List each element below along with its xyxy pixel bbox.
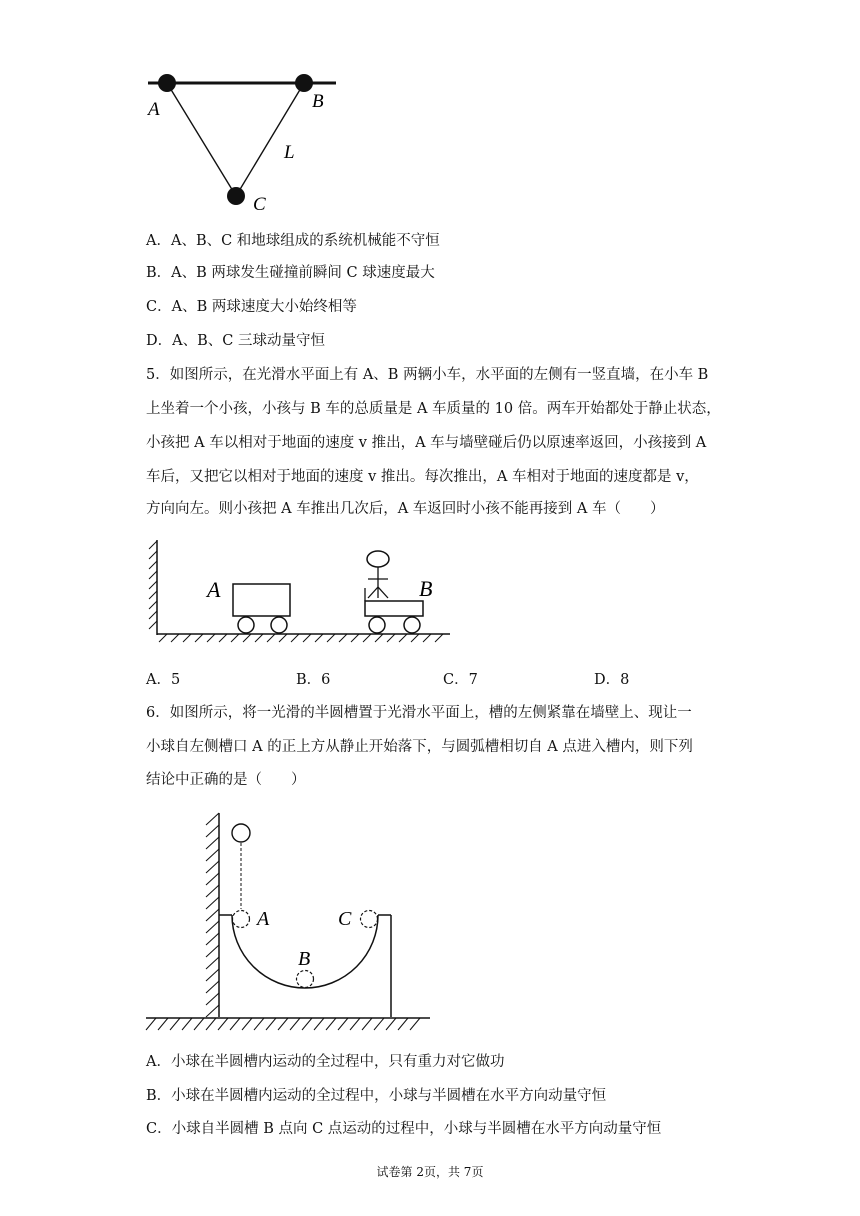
q5-option-c: C．7 bbox=[443, 672, 478, 688]
groove-figure bbox=[140, 805, 440, 1035]
q5-option-b: B．6 bbox=[296, 672, 331, 688]
q6-option-b: B．小球在半圆槽内运动的全过程中，小球与半圆槽在水平方向动量守恒 bbox=[146, 1088, 607, 1104]
label-l: L bbox=[284, 142, 295, 163]
q4-option-d: D．A、B、C 三球动量守恒 bbox=[146, 333, 325, 349]
q6-line-3: 结论中正确的是（ ） bbox=[146, 772, 306, 788]
q6-option-a: A．小球在半圆槽内运动的全过程中，只有重力对它做功 bbox=[146, 1054, 505, 1070]
label-b: B bbox=[312, 91, 324, 112]
q5-line-2: 上坐着一个小孩，小孩与 B 车的总质量是 A 车质量的 10 倍。两车开始都处于静止状态， bbox=[146, 401, 721, 417]
groove-label-a: A bbox=[257, 908, 270, 930]
q5-line-4: 车后，又把它以相对于地面的速度 v 推出。每次推出，A 车相对于地面的速度都是 v， bbox=[146, 469, 699, 485]
q5-option-d: D．8 bbox=[594, 672, 630, 688]
label-c: C bbox=[253, 194, 266, 215]
cart-b-label: B bbox=[419, 576, 433, 601]
q6-line-2: 小球自左侧槽口 A 的正上方从静止开始落下，与圆弧槽相切自 A 点进入槽内，则下列 bbox=[146, 739, 693, 755]
cart-a-label: A bbox=[207, 577, 221, 602]
q4-option-b: B．A、B 两球发生碰撞前瞬间 C 球速度最大 bbox=[146, 265, 435, 281]
q4-option-c: C．A、B 两球速度大小始终相等 bbox=[146, 299, 357, 315]
q6-option-c: C．小球自半圆槽 B 点向 C 点运动的过程中，小球与半圆槽在水平方向动量守恒 bbox=[146, 1121, 662, 1137]
q5-line-1: 5．如图所示，在光滑水平面上有 A、B 两辆小车，水平面的左侧有一竖直墙，在小车 B bbox=[146, 367, 709, 383]
q6-line-1: 6．如图所示，将一光滑的半圆槽置于光滑水平面上，槽的左侧紧靠在墙壁上、现让一 bbox=[146, 705, 692, 721]
q5-line-5: 方向向左。则小孩把 A 车推出几次后，A 车返回时小孩不能再接到 A 车（ ） bbox=[146, 501, 665, 517]
q4-option-a: A．A、B、C 和地球组成的系统机械能不守恒 bbox=[146, 233, 440, 249]
triangle-figure bbox=[140, 60, 350, 220]
carts-figure bbox=[145, 535, 455, 650]
page-footer: 试卷第 2页，共 7页 bbox=[376, 1165, 484, 1179]
groove-label-b: B bbox=[298, 948, 311, 970]
q5-line-3: 小孩把 A 车以相对于地面的速度 v 推出，A 车与墙壁碰后仍以原速率返回，小孩接到 A bbox=[146, 435, 707, 451]
groove-label-c: C bbox=[338, 908, 352, 930]
label-a: A bbox=[148, 99, 160, 120]
q5-option-a: A．5 bbox=[146, 672, 181, 688]
